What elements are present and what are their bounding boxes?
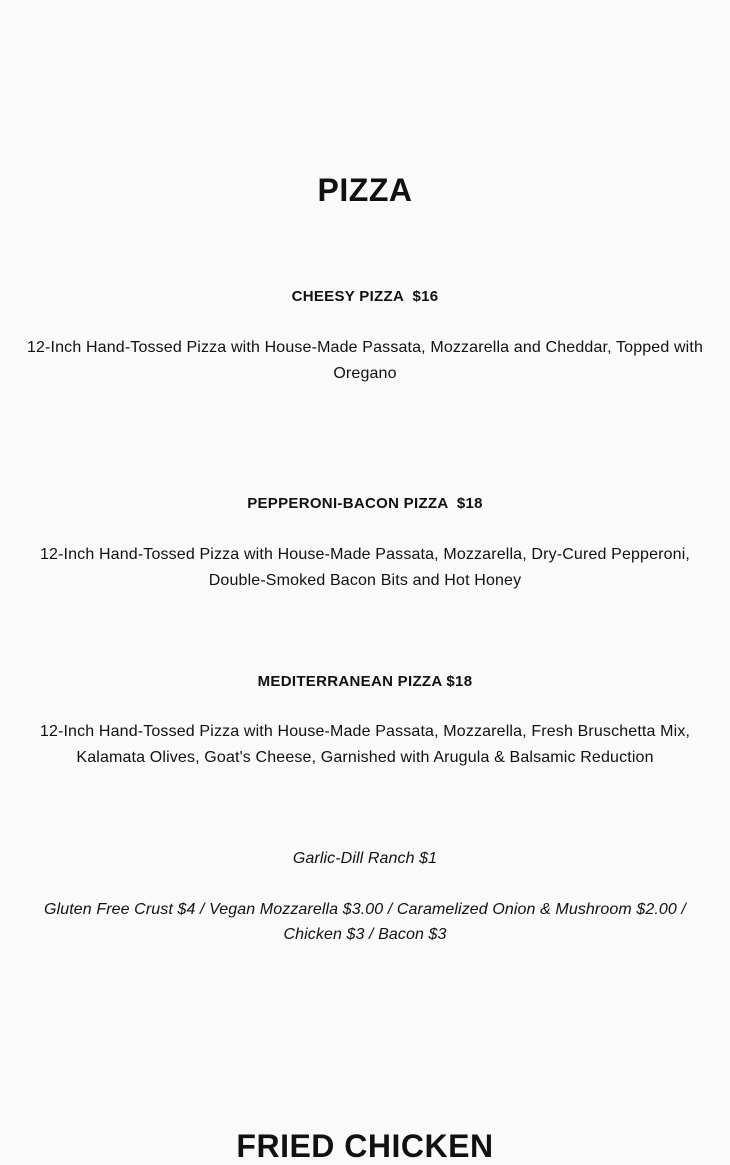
menu-item-description: 12-Inch Hand-Tossed Pizza with House-Made Passata, Mozzarella, Fresh Bruschetta Mix, Kalamata Olives, Goat's Cheese, Garnished with Arugula & Balsamic Reduction: [39, 723, 691, 766]
menu-item-name: PEPPERONI-BACON PIZZA $18: [247, 495, 483, 512]
menu-item-description: 12-Inch Hand-Tossed Pizza with House-Made Passata, Mozzarella, Dry-Cured Pepperoni, Double-Smoked Bacon Bits and Hot Honey: [39, 546, 691, 589]
menu-item-description: 12-Inch Hand-Tossed Pizza with House-Made Passata, Mozzarella and Cheddar, Topped with Oregano: [26, 339, 704, 382]
fried-chicken-section-title: FRIED CHICKEN: [236, 1128, 494, 1164]
addon-extras: Gluten Free Crust $4 / Vegan Mozzarella $3.00 / Caramelized Onion & Mushroom $2.00 / Chicken $3 / Bacon $3: [44, 901, 686, 943]
addon-ranch: Garlic-Dill Ranch $1: [292, 850, 438, 867]
menu-item-name: MEDITERRANEAN PIZZA $18: [257, 673, 473, 690]
menu-item-name: CHEESY PIZZA $16: [291, 288, 439, 305]
pizza-section-title: PIZZA: [317, 172, 413, 208]
